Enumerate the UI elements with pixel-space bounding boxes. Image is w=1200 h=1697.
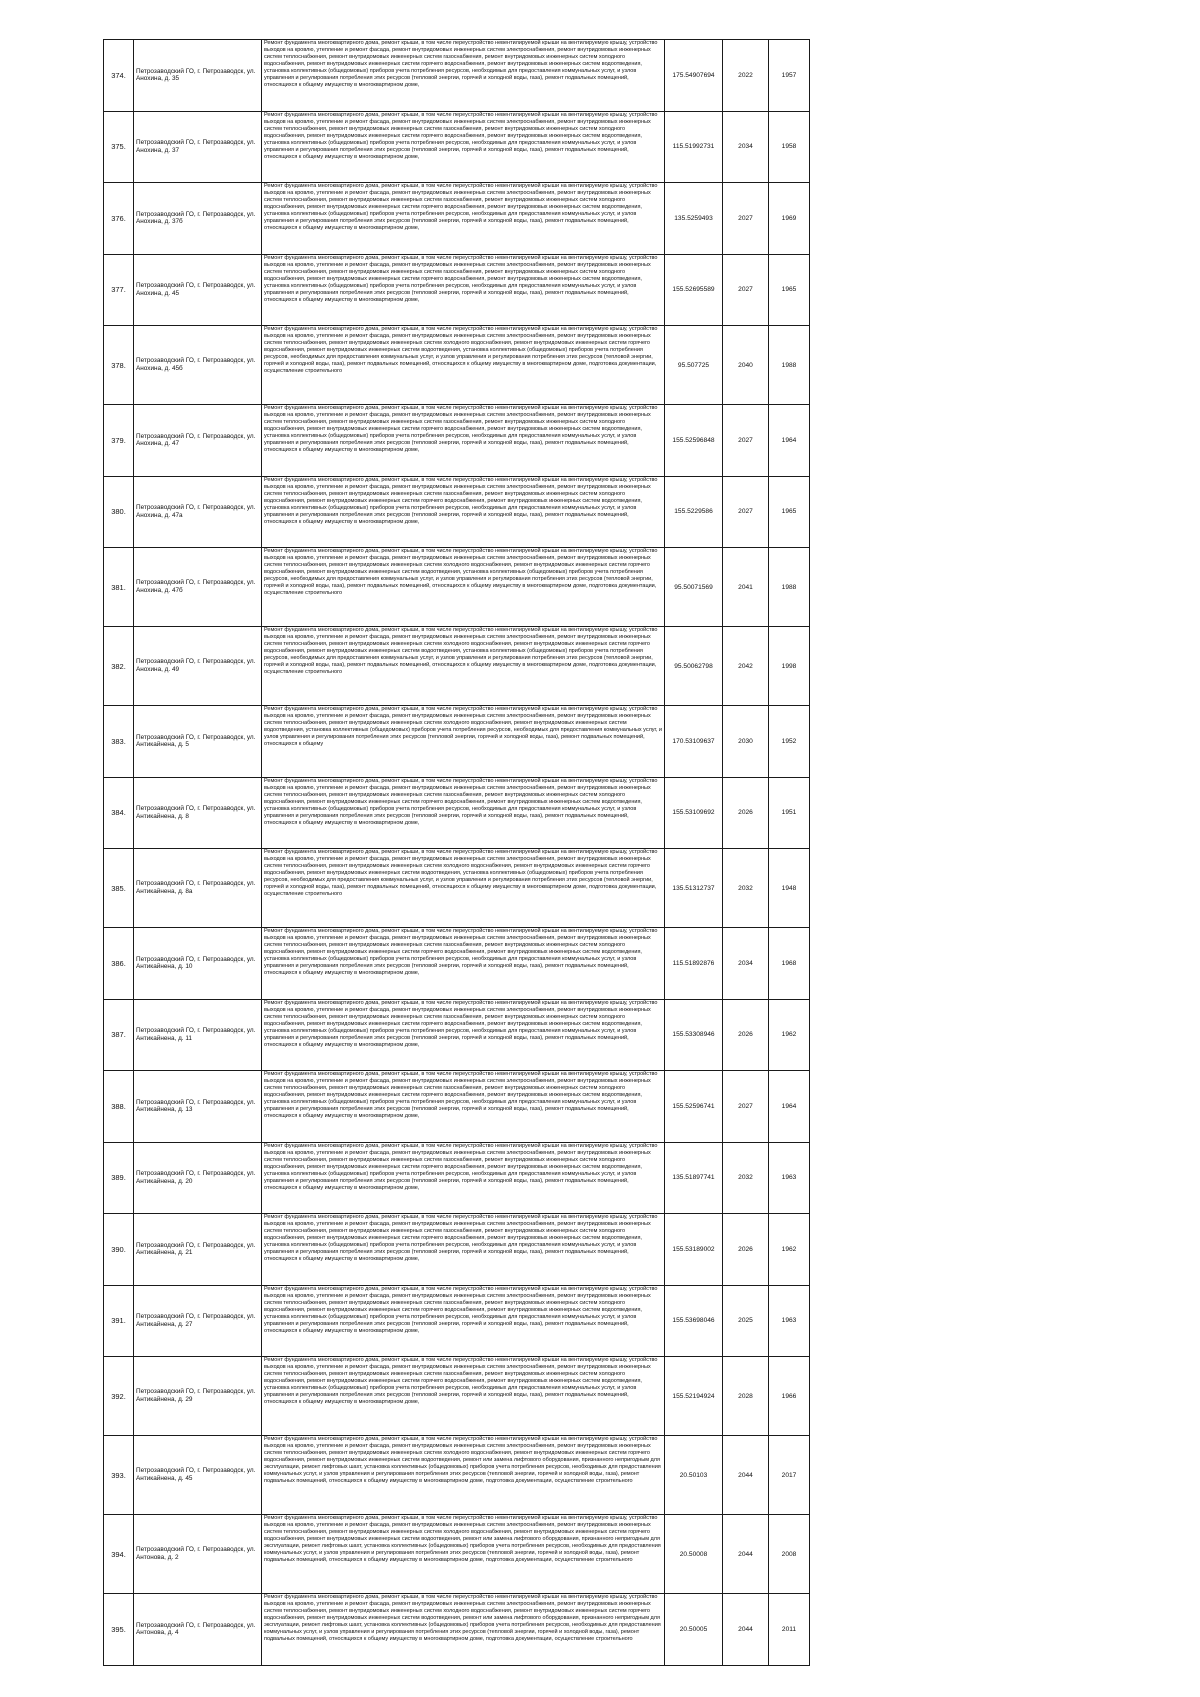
row-planned-year: 2044 [738, 1625, 753, 1633]
row-planned-year: 2022 [738, 71, 753, 79]
row-cost-cell [665, 111, 723, 183]
table-body [104, 40, 810, 1666]
row-number-cell [104, 111, 134, 183]
table-row [104, 183, 810, 255]
row-planned-year-cell [723, 928, 769, 1000]
table-row [104, 1214, 810, 1286]
row-built-year: 1948 [781, 884, 797, 892]
row-work-list: Ремонт фундамента многоквартирного дома, ремонт крыши, в том числе переустройство невентилируемой крыши на вентилируемую крышу, устройство выходов на кровлю, утепление и ремонт фасада, ремонт внутридомовых инженерных систем электроснабжения, ремонт внутридомовых инженерных систем теплоснабжения, ремонт внутридомовых инженерных систем газоснабжения, ремонт внутридомовых инженерных систем холодного водоснабжения, ремонт внутридомовых инженерных систем горячего водоснабжения, ремонт внутридомовых инженерных систем водоотведения, установка коллективных (общедомовых) приборов учета потребления ресурсов, необходимых для предоставления коммунальных услуг, и узлов управления и регулирования потребления этих ресурсов (тепловой энергии, горячей и холодной воды, газа), ремонт подвальных помещений, относящихся к общему имуществу в многоквартирном доме, [264, 254, 658, 303]
row-built-year: 1962 [781, 1031, 797, 1039]
row-planned-year: 2034 [738, 143, 753, 151]
row-cost: 155.53698046 [672, 1317, 715, 1325]
row-cost-cell [665, 849, 723, 928]
row-work-list: Ремонт фундамента многоквартирного дома, ремонт крыши, в том числе переустройство невентилируемой крыши на вентилируемую крышу, устройство выходов на кровлю, утепление и ремонт фасада, ремонт внутридомовых инженерных систем электроснабжения, ремонт внутридомовых инженерных систем теплоснабжения, ремонт внутридомовых инженерных систем холодного водоснабжения, ремонт внутридомовых инженерных систем горячего водоснабжения, ремонт внутридомовых инженерных систем водоотведения, ремонт или замена лифтового оборудования, признанного непригодным для эксплуатации, ремонт лифтовых шахт, установка коллективных (общедомовых) приборов учета потребления ресурсов, необходимых для предоставления коммунальных услуг, и узлов управления и регулирования потребления этих ресурсов (тепловой энергии, горячей и холодной воды, газа), ремонт подвальных помещений, относящихся к общему имуществу в многоквартирном доме, подготовка документации, осуществление строительного [264, 1436, 661, 1484]
row-built-year-cell [769, 326, 810, 405]
row-planned-year-cell [723, 1436, 769, 1515]
row-work-list-cell [262, 1285, 665, 1357]
row-planned-year: 2032 [738, 884, 753, 892]
row-number: 390. [111, 1244, 126, 1254]
row-built-year-cell [769, 1436, 810, 1515]
row-cost-cell [665, 548, 723, 627]
row-number: 389. [111, 1173, 126, 1183]
table-row [104, 1515, 810, 1594]
row-built-year-cell [769, 1214, 810, 1286]
row-cost: 155.53308946 [672, 1031, 715, 1039]
row-planned-year: 2027 [738, 508, 753, 516]
row-cost: 135.5259493 [674, 214, 713, 222]
row-work-list: Ремонт фундамента многоквартирного дома, ремонт крыши, в том числе переустройство невентилируемой крыши на вентилируемую крышу, устройство выходов на кровлю, утепление и ремонт фасада, ремонт внутридомовых инженерных систем электроснабжения, ремонт внутридомовых инженерных систем теплоснабжения, ремонт внутридомовых инженерных систем холодного водоснабжения, ремонт внутридомовых инженерных систем горячего водоснабжения, ремонт внутридомовых инженерных систем водоотведения, установка коллективных (общедомовых) приборов учета потребления ресурсов, необходимых для предоставления коммунальных услуг, и узлов управления и регулирования потребления этих ресурсов (тепловой энергии, горячей и холодной воды, газа), ремонт подвальных помещений, относящихся к общему имуществу в многоквартирном доме, подготовка документации, осуществление строительного [264, 849, 658, 897]
row-address: Петрозаводский ГО, г. Петрозаводск, ул. Анохина, д. 47а [136, 504, 256, 519]
row-planned-year-cell [723, 183, 769, 255]
row-address: Петрозаводский ГО, г. Петрозаводск, ул. Антикайнена, д. 45 [136, 1467, 256, 1482]
row-cost: 175.54907694 [672, 71, 715, 79]
row-built-year: 1988 [781, 583, 797, 591]
row-address: Петрозаводский ГО, г. Петрозаводск, ул. Антикайнена, д. 8 [136, 805, 256, 820]
row-built-year-cell [769, 849, 810, 928]
row-number: 385. [111, 883, 126, 893]
row-work-list: Ремонт фундамента многоквартирного дома, ремонт крыши, в том числе переустройство невентилируемой крыши на вентилируемую крышу, устройство выходов на кровлю, утепление и ремонт фасада, ремонт внутридомовых инженерных систем электроснабжения, ремонт внутридомовых инженерных систем теплоснабжения, ремонт внутридомовых инженерных систем холодного водоснабжения, ремонт внутридомовых инженерных систем горячего водоснабжения, ремонт внутридомовых инженерных систем водоотведения, ремонт или замена лифтового оборудования, признанного непригодным для эксплуатации, ремонт лифтовых шахт, установка коллективных (общедомовых) приборов учета потребления ресурсов, необходимых для предоставления коммунальных услуг, и узлов управления и регулирования потребления этих ресурсов (тепловой энергии, горячей и холодной воды, газа), ремонт подвальных помещений, относящихся к общему имуществу в многоквартирном доме, подготовка документации, осуществление строительного [264, 1594, 661, 1642]
row-address-cell [134, 1214, 262, 1286]
row-address: Петрозаводский ГО, г. Петрозаводск, ул. Анохина, д. 35 [136, 67, 256, 83]
row-address-cell [134, 627, 262, 706]
row-cost: 115.51892876 [672, 959, 715, 967]
row-cost-cell [665, 1357, 723, 1436]
row-number: 381. [111, 582, 126, 592]
row-built-year: 1965 [781, 508, 797, 516]
row-number-cell [104, 1515, 134, 1594]
row-number-cell [104, 627, 134, 706]
row-built-year: 1963 [781, 1174, 797, 1182]
row-number: 395. [111, 1624, 126, 1634]
row-planned-year: 2040 [738, 361, 753, 369]
row-work-list: Ремонт фундамента многоквартирного дома, ремонт крыши, в том числе переустройство невентилируемой крыши на вентилируемую крышу, устройство выходов на кровлю, утепление и ремонт фасада, ремонт внутридомовых инженерных систем электроснабжения, ремонт внутридомовых инженерных систем теплоснабжения, ремонт внутридомовых инженерных систем холодного водоснабжения, ремонт внутридомовых инженерных систем горячего водоснабжения, ремонт внутридомовых инженерных систем водоотведения, ремонт или замена лифтового оборудования, признанного непригодным для эксплуатации, ремонт лифтовых шахт, установка коллективных (общедомовых) приборов учета потребления ресурсов, необходимых для предоставления коммунальных услуг, и узлов управления и регулирования потребления этих ресурсов (тепловой энергии, горячей и холодной воды, газа), ремонт подвальных помещений, относящихся к общему имуществу в многоквартирном доме, подготовка документации, осуществление строительного [264, 1515, 661, 1563]
table-row [104, 476, 810, 548]
row-planned-year: 2027 [738, 214, 753, 222]
row-planned-year-cell [723, 1142, 769, 1214]
row-number: 392. [111, 1391, 126, 1401]
row-work-list-cell [262, 1515, 665, 1594]
row-number: 394. [111, 1549, 126, 1559]
row-built-year: 1952 [781, 737, 797, 745]
row-work-list: Ремонт фундамента многоквартирного дома, ремонт крыши, в том числе переустройство невентилируемой крыши на вентилируемую крышу, устройство выходов на кровлю, утепление и ремонт фасада, ремонт внутридомовых инженерных систем электроснабжения, ремонт внутридомовых инженерных систем теплоснабжения, ремонт внутридомовых инженерных систем газоснабжения, ремонт внутридомовых инженерных систем холодного водоснабжения, ремонт внутридомовых инженерных систем горячего водоснабжения, ремонт внутридомовых инженерных систем водоотведения, установка коллективных (общедомовых) приборов учета потребления ресурсов, необходимых для предоставления коммунальных услуг, и узлов управления и регулирования потребления этих ресурсов (тепловой энергии, горячей и холодной воды, газа), ремонт подвальных помещений, относящихся к общему имуществу в многоквартирном доме, [264, 777, 658, 826]
row-built-year-cell [769, 40, 810, 112]
row-cost-cell [665, 183, 723, 255]
table-row [104, 999, 810, 1071]
row-planned-year-cell [723, 1071, 769, 1143]
row-cost: 135.51897741 [672, 1174, 715, 1182]
row-number-cell [104, 40, 134, 112]
row-built-year-cell [769, 1515, 810, 1594]
row-work-list-cell [262, 183, 665, 255]
row-cost-cell [665, 1594, 723, 1666]
row-planned-year: 2026 [738, 1245, 753, 1253]
row-built-year-cell [769, 1071, 810, 1143]
row-work-list: Ремонт фундамента многоквартирного дома, ремонт крыши, в том числе переустройство невентилируемой крыши на вентилируемую крышу, устройство выходов на кровлю, утепление и ремонт фасада, ремонт внутридомовых инженерных систем электроснабжения, ремонт внутридомовых инженерных систем теплоснабжения, ремонт внутридомовых инженерных систем газоснабжения, ремонт внутридомовых инженерных систем холодного водоснабжения, ремонт внутридомовых инженерных систем горячего водоснабжения, ремонт внутридомовых инженерных систем водоотведения, установка коллективных (общедомовых) приборов учета потребления ресурсов, необходимых для предоставления коммунальных услуг, и узлов управления и регулирования потребления этих ресурсов (тепловой энергии, горячей и холодной воды, газа), ремонт подвальных помещений, относящихся к общему имуществу в многоквартирном доме, [264, 40, 658, 88]
row-work-list-cell [262, 1357, 665, 1436]
row-address: Петрозаводский ГО, г. Петрозаводск, ул. Анохина, д. 37б [136, 210, 256, 226]
row-built-year-cell [769, 928, 810, 1000]
row-cost: 155.52596848 [672, 436, 715, 444]
row-planned-year-cell [723, 777, 769, 849]
row-address: Петрозаводский ГО, г. Петрозаводск, ул. Антикайнена, д. 10 [136, 955, 256, 971]
row-work-list: Ремонт фундамента многоквартирного дома, ремонт крыши, в том числе переустройство невентилируемой крыши на вентилируемую крышу, устройство выходов на кровлю, утепление и ремонт фасада, ремонт внутридомовых инженерных систем электроснабжения, ремонт внутридомовых инженерных систем теплоснабжения, ремонт внутридомовых инженерных систем газоснабжения, ремонт внутридомовых инженерных систем холодного водоснабжения, ремонт внутридомовых инженерных систем горячего водоснабжения, ремонт внутридомовых инженерных систем водоотведения, установка коллективных (общедомовых) приборов учета потребления ресурсов, необходимых для предоставления коммунальных услуг, и узлов управления и регулирования потребления этих ресурсов (тепловой энергии, горячей и холодной воды, газа), ремонт подвальных помещений, относящихся к общему имуществу в многоквартирном доме, [264, 111, 658, 160]
row-planned-year-cell [723, 1357, 769, 1436]
row-built-year-cell [769, 627, 810, 706]
row-address-cell [134, 1594, 262, 1666]
row-cost-cell [665, 706, 723, 778]
row-number: 391. [111, 1316, 126, 1326]
row-address: Петрозаводский ГО, г. Петрозаводск, ул. Анохина, д. 45б [136, 357, 256, 372]
row-number-cell [104, 1142, 134, 1214]
row-built-year: 1963 [781, 1317, 797, 1325]
row-built-year-cell [769, 111, 810, 183]
row-planned-year: 2034 [738, 959, 753, 967]
row-built-year-cell [769, 999, 810, 1071]
table-row [104, 1142, 810, 1214]
row-built-year: 1964 [781, 1102, 797, 1110]
row-work-list-cell [262, 1594, 665, 1666]
row-cost: 155.5229586 [674, 508, 713, 516]
row-built-year: 2011 [781, 1625, 797, 1633]
row-built-year: 1988 [781, 361, 797, 369]
row-work-list-cell [262, 1436, 665, 1515]
table-row [104, 706, 810, 778]
row-planned-year: 2044 [738, 1471, 753, 1479]
table-row [104, 849, 810, 928]
row-number: 380. [111, 507, 126, 517]
row-number: 383. [111, 736, 126, 746]
row-planned-year-cell [723, 405, 769, 477]
row-number-cell [104, 849, 134, 928]
row-number-cell [104, 405, 134, 477]
row-built-year: 1958 [781, 143, 797, 151]
row-work-list: Ремонт фундамента многоквартирного дома, ремонт крыши, в том числе переустройство невентилируемой крыши на вентилируемую крышу, устройство выходов на кровлю, утепление и ремонт фасада, ремонт внутридомовых инженерных систем электроснабжения, ремонт внутридомовых инженерных систем теплоснабжения, ремонт внутридомовых инженерных систем газоснабжения, ремонт внутридомовых инженерных систем холодного водоснабжения, ремонт внутридомовых инженерных систем горячего водоснабжения, ремонт внутридомовых инженерных систем водоотведения, установка коллективных (общедомовых) приборов учета потребления ресурсов, необходимых для предоставления коммунальных услуг, и узлов управления и регулирования потребления этих ресурсов (тепловой энергии, горячей и холодной воды, газа), ремонт подвальных помещений, относящихся к общему имуществу в многоквартирном доме, [264, 183, 658, 231]
row-built-year-cell [769, 183, 810, 255]
row-work-list-cell [262, 1214, 665, 1286]
row-number-cell [104, 706, 134, 778]
row-planned-year-cell [723, 111, 769, 183]
row-number: 387. [111, 1030, 126, 1040]
row-planned-year: 2044 [738, 1550, 753, 1558]
table-row [104, 1436, 810, 1515]
row-cost: 95.50071569 [674, 583, 713, 591]
row-address: Петрозаводский ГО, г. Петрозаводск, ул. Антикайнена, д. 13 [136, 1098, 256, 1114]
row-cost: 20.50008 [679, 1550, 708, 1558]
row-address-cell [134, 548, 262, 627]
row-built-year-cell [769, 1357, 810, 1436]
row-cost-cell [665, 405, 723, 477]
row-built-year: 1998 [781, 662, 797, 670]
row-address: Петрозаводский ГО, г. Петрозаводск, ул. Анохина, д. 47б [136, 579, 256, 594]
row-address-cell [134, 1142, 262, 1214]
row-address: Петрозаводский ГО, г. Петрозаводск, ул. Антикайнена, д. 20 [136, 1170, 256, 1185]
row-cost: 155.53189002 [672, 1245, 715, 1253]
row-planned-year-cell [723, 254, 769, 326]
row-built-year-cell [769, 1594, 810, 1666]
row-number-cell [104, 928, 134, 1000]
row-work-list: Ремонт фундамента многоквартирного дома, ремонт крыши, в том числе переустройство невентилируемой крыши на вентилируемую крышу, устройство выходов на кровлю, утепление и ремонт фасада, ремонт внутридомовых инженерных систем электроснабжения, ремонт внутридомовых инженерных систем теплоснабжения, ремонт внутридомовых инженерных систем холодного водоснабжения, ремонт внутридомовых инженерных систем горячего водоснабжения, ремонт внутридомовых инженерных систем водоотведения, установка коллективных (общедомовых) приборов учета потребления ресурсов, необходимых для предоставления коммунальных услуг, и узлов управления и регулирования потребления этих ресурсов (тепловой энергии, горячей и холодной воды, газа), ремонт подвальных помещений, относящихся к общему имуществу в многоквартирном доме, подготовка документации, осуществление строительного [264, 326, 658, 374]
row-address-cell [134, 111, 262, 183]
table-row [104, 326, 810, 405]
row-address-cell [134, 999, 262, 1071]
row-work-list: Ремонт фундамента многоквартирного дома, ремонт крыши, в том числе переустройство невентилируемой крыши на вентилируемую крышу, устройство выходов на кровлю, утепление и ремонт фасада, ремонт внутридомовых инженерных систем электроснабжения, ремонт внутридомовых инженерных систем теплоснабжения, ремонт внутридомовых инженерных систем газоснабжения, ремонт внутридомовых инженерных систем холодного водоснабжения, ремонт внутридомовых инженерных систем горячего водоснабжения, ремонт внутридомовых инженерных систем водоотведения, установка коллективных (общедомовых) приборов учета потребления ресурсов, необходимых для предоставления коммунальных услуг, и узлов управления и регулирования потребления этих ресурсов (тепловой энергии, горячей и холодной воды, газа), ремонт подвальных помещений, относящихся к общему имуществу в многоквартирном доме, [264, 1357, 658, 1405]
row-work-list-cell [262, 1071, 665, 1143]
row-built-year: 1962 [781, 1245, 797, 1253]
row-work-list-cell [262, 405, 665, 477]
row-planned-year: 2041 [738, 583, 753, 591]
row-planned-year-cell [723, 1285, 769, 1357]
row-address: Петрозаводский ГО, г. Петрозаводск, ул. Антикайнена, д. 27 [136, 1313, 256, 1328]
row-number-cell [104, 1071, 134, 1143]
row-planned-year-cell [723, 706, 769, 778]
row-built-year-cell [769, 706, 810, 778]
row-number-cell [104, 1594, 134, 1666]
row-address: Петрозаводский ГО, г. Петрозаводск, ул. Анохина, д. 47 [136, 432, 256, 448]
row-number: 393. [111, 1470, 126, 1480]
table-row [104, 1594, 810, 1666]
row-cost: 155.52596741 [672, 1102, 715, 1110]
row-cost-cell [665, 1436, 723, 1515]
table-row [104, 627, 810, 706]
row-number-cell [104, 254, 134, 326]
row-number-cell [104, 999, 134, 1071]
row-work-list-cell [262, 627, 665, 706]
row-address-cell [134, 928, 262, 1000]
row-cost-cell [665, 1285, 723, 1357]
row-address: Петрозаводский ГО, г. Петрозаводск, ул. Антикайнена, д. 11 [136, 1027, 256, 1042]
row-cost-cell [665, 254, 723, 326]
row-planned-year-cell [723, 548, 769, 627]
row-work-list: Ремонт фундамента многоквартирного дома, ремонт крыши, в том числе переустройство невентилируемой крыши на вентилируемую крышу, устройство выходов на кровлю, утепление и ремонт фасада, ремонт внутридомовых инженерных систем электроснабжения, ремонт внутридомовых инженерных систем теплоснабжения, ремонт внутридомовых инженерных систем холодного водоснабжения, ремонт внутридомовых инженерных систем горячего водоснабжения, ремонт внутридомовых инженерных систем водоотведения, установка коллективных (общедомовых) приборов учета потребления ресурсов, необходимых для предоставления коммунальных услуг, и узлов управления и регулирования потребления этих ресурсов (тепловой энергии, горячей и холодной воды, газа), ремонт подвальных помещений, относящихся к общему имуществу в многоквартирном доме, подготовка документации, осуществление строительного [264, 548, 658, 596]
row-planned-year: 2027 [738, 1102, 753, 1110]
row-work-list-cell [262, 40, 665, 112]
row-work-list-cell [262, 999, 665, 1071]
table-row [104, 1285, 810, 1357]
row-address: Петрозаводский ГО, г. Петрозаводск, ул. Антонова, д. 2 [136, 1546, 256, 1561]
row-cost: 155.53109692 [672, 809, 715, 817]
row-built-year-cell [769, 1142, 810, 1214]
row-number: 377. [111, 285, 126, 295]
row-number-cell [104, 326, 134, 405]
row-number-cell [104, 1285, 134, 1357]
row-work-list: Ремонт фундамента многоквартирного дома, ремонт крыши, в том числе переустройство невентилируемой крыши на вентилируемую крышу, устройство выходов на кровлю, утепление и ремонт фасада, ремонт внутридомовых инженерных систем электроснабжения, ремонт внутридомовых инженерных систем теплоснабжения, ремонт внутридомовых инженерных систем газоснабжения, ремонт внутридомовых инженерных систем холодного водоснабжения, ремонт внутридомовых инженерных систем горячего водоснабжения, ремонт внутридомовых инженерных систем водоотведения, установка коллективных (общедомовых) приборов учета потребления ресурсов, необходимых для предоставления коммунальных услуг, и узлов управления и регулирования потребления этих ресурсов (тепловой энергии, горячей и холодной воды, газа), ремонт подвальных помещений, относящихся к общему имуществу в многоквартирном доме, [264, 1285, 658, 1334]
row-number: 384. [111, 808, 126, 818]
row-built-year: 1966 [781, 1392, 797, 1400]
row-cost-cell [665, 928, 723, 1000]
row-address-cell [134, 1515, 262, 1594]
row-address-cell [134, 1436, 262, 1515]
row-number: 379. [111, 435, 126, 445]
row-address: Петрозаводский ГО, г. Петрозаводск, ул. Антикайнена, д. 29 [136, 1388, 256, 1403]
row-number: 388. [111, 1101, 126, 1111]
row-built-year-cell [769, 548, 810, 627]
row-work-list: Ремонт фундамента многоквартирного дома, ремонт крыши, в том числе переустройство невентилируемой крыши на вентилируемую крышу, устройство выходов на кровлю, утепление и ремонт фасада, ремонт внутридомовых инженерных систем электроснабжения, ремонт внутридомовых инженерных систем теплоснабжения, ремонт внутридомовых инженерных систем газоснабжения, ремонт внутридомовых инженерных систем холодного водоснабжения, ремонт внутридомовых инженерных систем горячего водоснабжения, ремонт внутридомовых инженерных систем водоотведения, установка коллективных (общедомовых) приборов учета потребления ресурсов, необходимых для предоставления коммунальных услуг, и узлов управления и регулирования потребления этих ресурсов (тепловой энергии, горячей и холодной воды, газа), ремонт подвальных помещений, относящихся к общему имуществу в многоквартирном доме, [264, 928, 658, 976]
row-address: Петрозаводский ГО, г. Петрозаводск, ул. Анохина, д. 37 [136, 139, 256, 154]
row-built-year-cell [769, 777, 810, 849]
row-number: 382. [111, 661, 126, 671]
program-table [103, 39, 810, 1666]
row-number-cell [104, 548, 134, 627]
row-built-year-cell [769, 405, 810, 477]
row-cost-cell [665, 326, 723, 405]
row-work-list-cell [262, 326, 665, 405]
row-cost-cell [665, 999, 723, 1071]
table-row [104, 40, 810, 112]
row-planned-year: 2027 [738, 436, 753, 444]
row-built-year: 1957 [781, 71, 797, 79]
row-planned-year-cell [723, 849, 769, 928]
row-work-list-cell [262, 111, 665, 183]
row-built-year-cell [769, 1285, 810, 1357]
table-row [104, 405, 810, 477]
row-address-cell [134, 849, 262, 928]
row-address: Петрозаводский ГО, г. Петрозаводск, ул. Антонова, д. 4 [136, 1621, 256, 1637]
row-work-list-cell [262, 777, 665, 849]
row-work-list: Ремонт фундамента многоквартирного дома, ремонт крыши, в том числе переустройство невентилируемой крыши на вентилируемую крышу, устройство выходов на кровлю, утепление и ремонт фасада, ремонт внутридомовых инженерных систем электроснабжения, ремонт внутридомовых инженерных систем теплоснабжения, ремонт внутридомовых инженерных систем газоснабжения, ремонт внутридомовых инженерных систем холодного водоснабжения, ремонт внутридомовых инженерных систем горячего водоснабжения, ремонт внутридомовых инженерных систем водоотведения, установка коллективных (общедомовых) приборов учета потребления ресурсов, необходимых для предоставления коммунальных услуг, и узлов управления и регулирования потребления этих ресурсов (тепловой энергии, горячей и холодной воды, газа), ремонт подвальных помещений, относящихся к общему имуществу в многоквартирном доме, [264, 1071, 658, 1119]
row-work-list-cell [262, 254, 665, 326]
row-cost: 20.50103 [679, 1471, 708, 1479]
row-planned-year-cell [723, 40, 769, 112]
row-planned-year: 2025 [738, 1317, 753, 1325]
row-number-cell [104, 1214, 134, 1286]
row-cost: 155.52194924 [672, 1392, 715, 1400]
row-number-cell [104, 1436, 134, 1515]
row-number: 376. [111, 213, 126, 223]
row-built-year: 1951 [781, 809, 797, 817]
row-number-cell [104, 1357, 134, 1436]
row-built-year: 1968 [781, 959, 797, 967]
row-planned-year-cell [723, 1594, 769, 1666]
row-address-cell [134, 254, 262, 326]
row-cost-cell [665, 476, 723, 548]
row-address-cell [134, 183, 262, 255]
row-address-cell [134, 326, 262, 405]
row-work-list: Ремонт фундамента многоквартирного дома, ремонт крыши, в том числе переустройство невентилируемой крыши на вентилируемую крышу, устройство выходов на кровлю, утепление и ремонт фасада, ремонт внутридомовых инженерных систем электроснабжения, ремонт внутридомовых инженерных систем теплоснабжения, ремонт внутридомовых инженерных систем холодного водоснабжения, ремонт внутридомовых инженерных систем горячего водоснабжения, ремонт внутридомовых инженерных систем водоотведения, установка коллективных (общедомовых) приборов учета потребления ресурсов, необходимых для предоставления коммунальных услуг, и узлов управления и регулирования потребления этих ресурсов (тепловой энергии, горячей и холодной воды, газа), ремонт подвальных помещений, относящихся к общему имуществу в многоквартирном доме, подготовка документации, осуществление строительного [264, 627, 658, 675]
row-cost-cell [665, 627, 723, 706]
row-address: Петрозаводский ГО, г. Петрозаводск, ул. Антикайнена, д. 8а [136, 880, 256, 895]
row-cost: 95.50062798 [674, 662, 713, 670]
row-planned-year-cell [723, 1515, 769, 1594]
row-work-list: Ремонт фундамента многоквартирного дома, ремонт крыши, в том числе переустройство невентилируемой крыши на вентилируемую крышу, устройство выходов на кровлю, утепление и ремонт фасада, ремонт внутридомовых инженерных систем электроснабжения, ремонт внутридомовых инженерных систем теплоснабжения, ремонт внутридомовых инженерных систем газоснабжения, ремонт внутридомовых инженерных систем холодного водоснабжения, ремонт внутридомовых инженерных систем горячего водоснабжения, ремонт внутридомовых инженерных систем водоотведения, установка коллективных (общедомовых) приборов учета потребления ресурсов, необходимых для предоставления коммунальных услуг, и узлов управления и регулирования потребления этих ресурсов (тепловой энергии, горячей и холодной воды, газа), ремонт подвальных помещений, относящихся к общему имуществу в многоквартирном доме, [264, 476, 658, 525]
row-planned-year: 2028 [738, 1392, 753, 1400]
row-cost-cell [665, 1071, 723, 1143]
row-built-year: 1965 [781, 286, 797, 294]
row-cost-cell [665, 1515, 723, 1594]
row-planned-year: 2026 [738, 1031, 753, 1039]
row-cost-cell [665, 40, 723, 112]
table-row [104, 928, 810, 1000]
table-row [104, 254, 810, 326]
row-cost-cell [665, 1214, 723, 1286]
row-address: Петрозаводский ГО, г. Петрозаводск, ул. Антикайнена, д. 5 [136, 733, 256, 749]
row-planned-year: 2042 [738, 662, 753, 670]
row-built-year: 1964 [781, 436, 797, 444]
row-planned-year-cell [723, 627, 769, 706]
row-address-cell [134, 1357, 262, 1436]
table-row [104, 777, 810, 849]
row-built-year-cell [769, 476, 810, 548]
row-address-cell [134, 1285, 262, 1357]
row-number-cell [104, 777, 134, 849]
row-work-list: Ремонт фундамента многоквартирного дома, ремонт крыши, в том числе переустройство невентилируемой крыши на вентилируемую крышу, устройство выходов на кровлю, утепление и ремонт фасада, ремонт внутридомовых инженерных систем электроснабжения, ремонт внутридомовых инженерных систем теплоснабжения, ремонт внутридомовых инженерных систем газоснабжения, ремонт внутридомовых инженерных систем холодного водоснабжения, ремонт внутридомовых инженерных систем горячего водоснабжения, ремонт внутридомовых инженерных систем водоотведения, установка коллективных (общедомовых) приборов учета потребления ресурсов, необходимых для предоставления коммунальных услуг, и узлов управления и регулирования потребления этих ресурсов (тепловой энергии, горячей и холодной воды, газа), ремонт подвальных помещений, относящихся к общему имуществу в многоквартирном доме, [264, 1214, 658, 1262]
row-planned-year: 2026 [738, 809, 753, 817]
row-built-year: 2017 [781, 1471, 797, 1479]
table-row [104, 548, 810, 627]
row-address-cell [134, 777, 262, 849]
row-number-cell [104, 183, 134, 255]
row-address: Петрозаводский ГО, г. Петрозаводск, ул. Анохина, д. 49 [136, 658, 256, 673]
row-work-list: Ремонт фундамента многоквартирного дома, ремонт крыши, в том числе переустройство невентилируемой крыши на вентилируемую крышу, устройство выходов на кровлю, утепление и ремонт фасада, ремонт внутридомовых инженерных систем электроснабжения, ремонт внутридомовых инженерных систем теплоснабжения, ремонт внутридомовых инженерных систем газоснабжения, ремонт внутридомовых инженерных систем холодного водоснабжения, ремонт внутридомовых инженерных систем горячего водоснабжения, ремонт внутридомовых инженерных систем водоотведения, установка коллективных (общедомовых) приборов учета потребления ресурсов, необходимых для предоставления коммунальных услуг, и узлов управления и регулирования потребления этих ресурсов (тепловой энергии, горячей и холодной воды, газа), ремонт подвальных помещений, относящихся к общему имуществу в многоквартирном доме, [264, 405, 658, 453]
row-planned-year: 2032 [738, 1174, 753, 1182]
row-built-year-cell [769, 254, 810, 326]
row-planned-year-cell [723, 999, 769, 1071]
row-cost: 95.507725 [677, 361, 710, 369]
row-work-list-cell [262, 928, 665, 1000]
row-address-cell [134, 476, 262, 548]
row-address: Петрозаводский ГО, г. Петрозаводск, ул. Антикайнена, д. 21 [136, 1241, 256, 1257]
row-number: 378. [111, 360, 126, 370]
row-work-list: Ремонт фундамента многоквартирного дома, ремонт крыши, в том числе переустройство невентилируемой крыши на вентилируемую крышу, устройство выходов на кровлю, утепление и ремонт фасада, ремонт внутридомовых инженерных систем электроснабжения, ремонт внутридомовых инженерных систем теплоснабжения, ремонт внутридомовых инженерных систем газоснабжения, ремонт внутридомовых инженерных систем холодного водоснабжения, ремонт внутридомовых инженерных систем горячего водоснабжения, ремонт внутридомовых инженерных систем водоотведения, установка коллективных (общедомовых) приборов учета потребления ресурсов, необходимых для предоставления коммунальных услуг, и узлов управления и регулирования потребления этих ресурсов (тепловой энергии, горячей и холодной воды, газа), ремонт подвальных помещений, относящихся к общему имуществу в многоквартирном доме, [264, 999, 658, 1048]
row-work-list: Ремонт фундамента многоквартирного дома, ремонт крыши, в том числе переустройство невентилируемой крыши на вентилируемую крышу, устройство выходов на кровлю, утепление и ремонт фасада, ремонт внутридомовых инженерных систем электроснабжения, ремонт внутридомовых инженерных систем теплоснабжения, ремонт внутридомовых инженерных систем газоснабжения, ремонт внутридомовых инженерных систем холодного водоснабжения, ремонт внутридомовых инженерных систем горячего водоснабжения, ремонт внутридомовых инженерных систем водоотведения, установка коллективных (общедомовых) приборов учета потребления ресурсов, необходимых для предоставления коммунальных услуг, и узлов управления и регулирования потребления этих ресурсов (тепловой энергии, горячей и холодной воды, газа), ремонт подвальных помещений, относящихся к общему имуществу в многоквартирном доме, [264, 1142, 658, 1191]
row-work-list-cell [262, 548, 665, 627]
row-address: Петрозаводский ГО, г. Петрозаводск, ул. Анохина, д. 45 [136, 282, 256, 297]
row-number: 386. [111, 958, 126, 968]
row-planned-year: 2027 [738, 286, 753, 294]
row-number-cell [104, 476, 134, 548]
row-cost-cell [665, 1142, 723, 1214]
row-address-cell [134, 40, 262, 112]
row-address-cell [134, 405, 262, 477]
row-work-list-cell [262, 476, 665, 548]
row-planned-year: 2030 [738, 737, 753, 745]
row-built-year: 1969 [781, 214, 797, 222]
row-work-list: Ремонт фундамента многоквартирного дома, ремонт крыши, в том числе переустройство невентилируемой крыши на вентилируемую крышу, устройство выходов на кровлю, утепление и ремонт фасада, ремонт внутридомовых инженерных систем электроснабжения, ремонт внутридомовых инженерных систем теплоснабжения, ремонт внутридомовых инженерных систем холодного водоснабжения, ремонт внутридомовых инженерных систем водоотведения, установка коллективных (общедомовых) приборов учета потребления ресурсов, необходимых для предоставления коммунальных услуг, и узлов управления и регулирования потребления этих ресурсов (тепловой энергии, горячей и холодной воды, газа), ремонт подвальных помещений, относящихся к общему [264, 706, 663, 747]
row-work-list-cell [262, 706, 665, 778]
row-planned-year-cell [723, 326, 769, 405]
row-address-cell [134, 706, 262, 778]
row-number: 374. [111, 70, 126, 80]
row-cost: 115.51992731 [672, 143, 715, 151]
row-work-list-cell [262, 1142, 665, 1214]
row-address-cell [134, 1071, 262, 1143]
row-cost: 20.50005 [679, 1625, 708, 1633]
row-built-year: 2008 [781, 1550, 797, 1558]
row-cost: 170.53109637 [672, 737, 715, 745]
row-cost: 155.52695589 [672, 286, 715, 294]
row-work-list-cell [262, 849, 665, 928]
table-row [104, 1071, 810, 1143]
table-row [104, 1357, 810, 1436]
row-planned-year-cell [723, 1214, 769, 1286]
row-cost-cell [665, 777, 723, 849]
row-number: 375. [111, 142, 126, 152]
table-row [104, 111, 810, 183]
row-cost: 135.51312737 [672, 884, 715, 892]
row-planned-year-cell [723, 476, 769, 548]
